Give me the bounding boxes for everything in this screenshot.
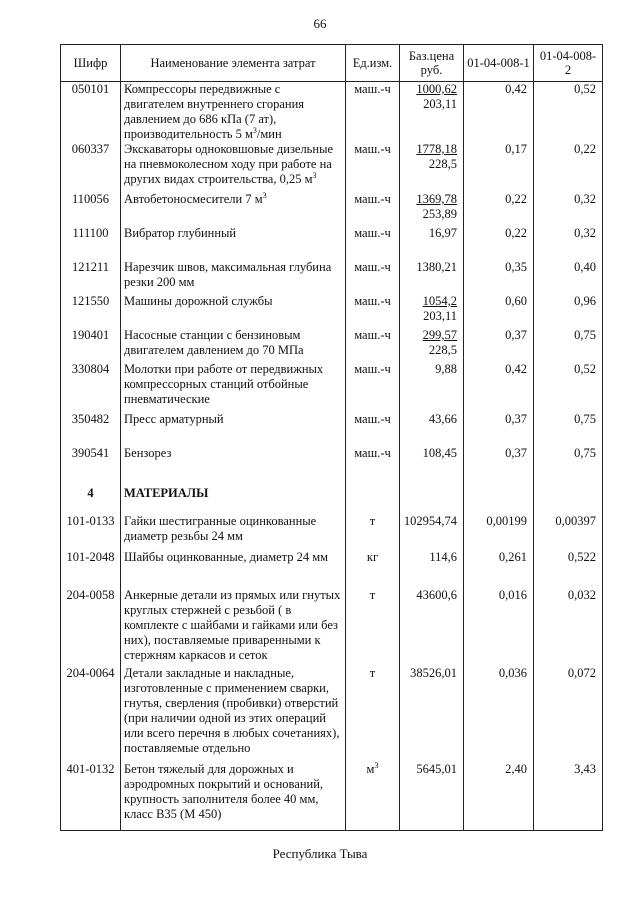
row-code: 204-0058 <box>61 588 121 666</box>
row-value-2: 0,75 <box>534 328 603 362</box>
table-row <box>61 226 603 260</box>
row-unit: маш.-ч <box>346 328 400 362</box>
row-unit: маш.-ч <box>346 446 400 486</box>
row-price <box>400 412 464 446</box>
price-sub: 228,5 <box>428 343 457 357</box>
header-price: Баз.цена руб. <box>400 45 464 82</box>
table-row <box>61 412 603 446</box>
row-value-2: 0,52 <box>534 82 603 143</box>
row-value-2: 0,522 <box>534 550 603 588</box>
price-sub: 253,89 <box>422 207 457 221</box>
row-name: Машины дорожной службы <box>121 294 346 328</box>
row-unit: маш.-ч <box>346 412 400 446</box>
section-code: 4 <box>61 486 121 514</box>
row-price <box>400 328 464 362</box>
row-value-1: 0,42 <box>464 82 534 143</box>
row-value-1: 0,036 <box>464 666 534 762</box>
row-price: 43600,6 <box>400 588 464 666</box>
table-row <box>61 192 603 226</box>
row-price <box>400 362 464 412</box>
row-code: 110056 <box>61 192 121 226</box>
price-main: 9,88 <box>435 362 457 376</box>
row-price: 5645,01 <box>400 762 464 830</box>
row-unit: кг <box>346 550 400 588</box>
row-value-1: 0,37 <box>464 446 534 486</box>
price-sub: 228,5 <box>428 157 457 171</box>
row-name: Бетон тяжелый для дорожных и аэродромных покрытий и оснований, крупность заполнителя более 40 мм, класс В35 (М 450) <box>121 762 346 830</box>
row-code: 350482 <box>61 412 121 446</box>
row-value-1: 0,016 <box>464 588 534 666</box>
header-code: Шифр <box>61 45 121 82</box>
row-value-1: 0,22 <box>464 226 534 260</box>
table-row <box>61 762 603 830</box>
row-value-1: 0,00199 <box>464 514 534 550</box>
price-main: 1380,21 <box>416 260 457 274</box>
price-main: 1000,62 <box>416 82 457 96</box>
row-value-2: 0,40 <box>534 260 603 294</box>
row-name: Вибратор глубинный <box>121 226 346 260</box>
row-name: Молотки при работе от передвижных компрессорных станций отбойные пневматические <box>121 362 346 412</box>
row-price <box>400 142 464 192</box>
price-main: 16,97 <box>428 226 457 240</box>
row-code: 101-2048 <box>61 550 121 588</box>
row-name: Детали закладные и накладные, изготовленные с применением сварки, гнутья, сверления (пробивки) отверстий (при наличии одной из этих операций или всего перечня в любых сочетаниях), поставляемые отдельно <box>121 666 346 762</box>
row-price <box>400 82 464 143</box>
table-row <box>61 362 603 412</box>
row-value-1: 0,42 <box>464 362 534 412</box>
row-value-2: 0,75 <box>534 412 603 446</box>
row-code: 111100 <box>61 226 121 260</box>
row-code: 121550 <box>61 294 121 328</box>
price-main: 1778,18 <box>416 142 457 156</box>
row-value-1: 0,60 <box>464 294 534 328</box>
row-code: 330804 <box>61 362 121 412</box>
row-price: 38526,01 <box>400 666 464 762</box>
header-col1: 01-04-008-1 <box>464 45 534 82</box>
row-value-1: 0,35 <box>464 260 534 294</box>
row-unit: маш.-ч <box>346 192 400 226</box>
row-value-2: 0,032 <box>534 588 603 666</box>
table-row <box>61 550 603 588</box>
row-name: Анкерные детали из прямых или гнутых круглых стержней с резьбой ( в комплекте с шайбами и гайками или без них), поставляемые приваренными к стержням каркасов и сеток <box>121 588 346 666</box>
row-value-1: 2,40 <box>464 762 534 830</box>
row-value-2: 0,22 <box>534 142 603 192</box>
row-value-1: 0,261 <box>464 550 534 588</box>
price-main: 1054,2 <box>422 294 457 308</box>
table-row <box>61 666 603 762</box>
row-price <box>400 260 464 294</box>
table-row <box>61 446 603 486</box>
row-value-2: 0,072 <box>534 666 603 762</box>
row-value-2: 3,43 <box>534 762 603 830</box>
row-name: Гайки шестигранные оцинкованные диаметр резьбы 24 мм <box>121 514 346 550</box>
row-unit: маш.-ч <box>346 294 400 328</box>
table-row <box>61 588 603 666</box>
section-row-materials <box>61 486 603 514</box>
table-row <box>61 260 603 294</box>
table-row <box>61 328 603 362</box>
row-name: Пресс арматурный <box>121 412 346 446</box>
price-main: 108,45 <box>422 446 457 460</box>
header-unit: Ед.изм. <box>346 45 400 82</box>
table-row <box>61 514 603 550</box>
row-code: 121211 <box>61 260 121 294</box>
row-unit: т <box>346 666 400 762</box>
row-code: 190401 <box>61 328 121 362</box>
row-price: 114,6 <box>400 550 464 588</box>
row-code: 390541 <box>61 446 121 486</box>
row-unit: маш.-ч <box>346 260 400 294</box>
row-price <box>400 192 464 226</box>
row-code: 101-0133 <box>61 514 121 550</box>
price-sub: 203,11 <box>423 97 457 111</box>
row-code: 050101 <box>61 82 121 143</box>
price-sub: 203,11 <box>423 309 457 323</box>
row-unit: маш.-ч <box>346 226 400 260</box>
row-code: 060337 <box>61 142 121 192</box>
row-name: Бензорез <box>121 446 346 486</box>
row-value-1: 0,37 <box>464 412 534 446</box>
row-value-1: 0,22 <box>464 192 534 226</box>
row-value-2: 0,00397 <box>534 514 603 550</box>
row-unit: $м^3$ <box>346 762 400 830</box>
row-price <box>400 226 464 260</box>
header-name: Наименование элемента затрат <box>121 45 346 82</box>
page-footer: Республика Тыва <box>272 846 368 861</box>
row-value-2: 0,32 <box>534 192 603 226</box>
table-header-row <box>61 45 603 82</box>
row-price <box>400 294 464 328</box>
row-value-2: 0,52 <box>534 362 603 412</box>
row-unit: т <box>346 514 400 550</box>
row-value-2: 0,96 <box>534 294 603 328</box>
row-value-1: 0,37 <box>464 328 534 362</box>
row-price <box>400 446 464 486</box>
row-code: 204-0064 <box>61 666 121 762</box>
row-unit: маш.-ч <box>346 82 400 143</box>
row-unit: т <box>346 588 400 666</box>
page-number: 66 <box>313 16 327 31</box>
row-name: Шайбы оцинкованные, диаметр 24 мм <box>121 550 346 588</box>
header-col2: 01-04-008-2 <box>534 45 603 82</box>
price-main: 1369,78 <box>416 192 457 206</box>
price-main: 299,57 <box>422 328 457 342</box>
table-row <box>61 294 603 328</box>
row-unit: маш.-ч <box>346 142 400 192</box>
cost-table <box>60 44 603 831</box>
row-name: Нарезчик швов, максимальная глубина резки 200 мм <box>121 260 346 294</box>
row-unit: маш.-ч <box>346 362 400 412</box>
row-price: 102954,74 <box>400 514 464 550</box>
table-row <box>61 82 603 143</box>
row-name: Насосные станции с бензиновым двигателем давлением до 70 МПа <box>121 328 346 362</box>
row-value-1: 0,17 <box>464 142 534 192</box>
row-code: 401-0132 <box>61 762 121 830</box>
row-name: Экскаваторы одноковшовые дизельные на пневмоколесном ходу при работе на других видах строительства, 0,25 $м^3$ <box>121 142 346 192</box>
row-value-2: 0,75 <box>534 446 603 486</box>
section-title: МАТЕРИАЛЫ <box>121 486 346 514</box>
price-main: 43,66 <box>428 412 457 426</box>
table-row <box>61 142 603 192</box>
row-value-2: 0,32 <box>534 226 603 260</box>
row-name: Компрессоры передвижные с двигателем внутреннего сгорания давлением до 686 кПа (7 ат), производительность 5 $м^3$/мин <box>121 82 346 143</box>
row-name: Автобетоносмесители 7 $м^3$ <box>121 192 346 226</box>
